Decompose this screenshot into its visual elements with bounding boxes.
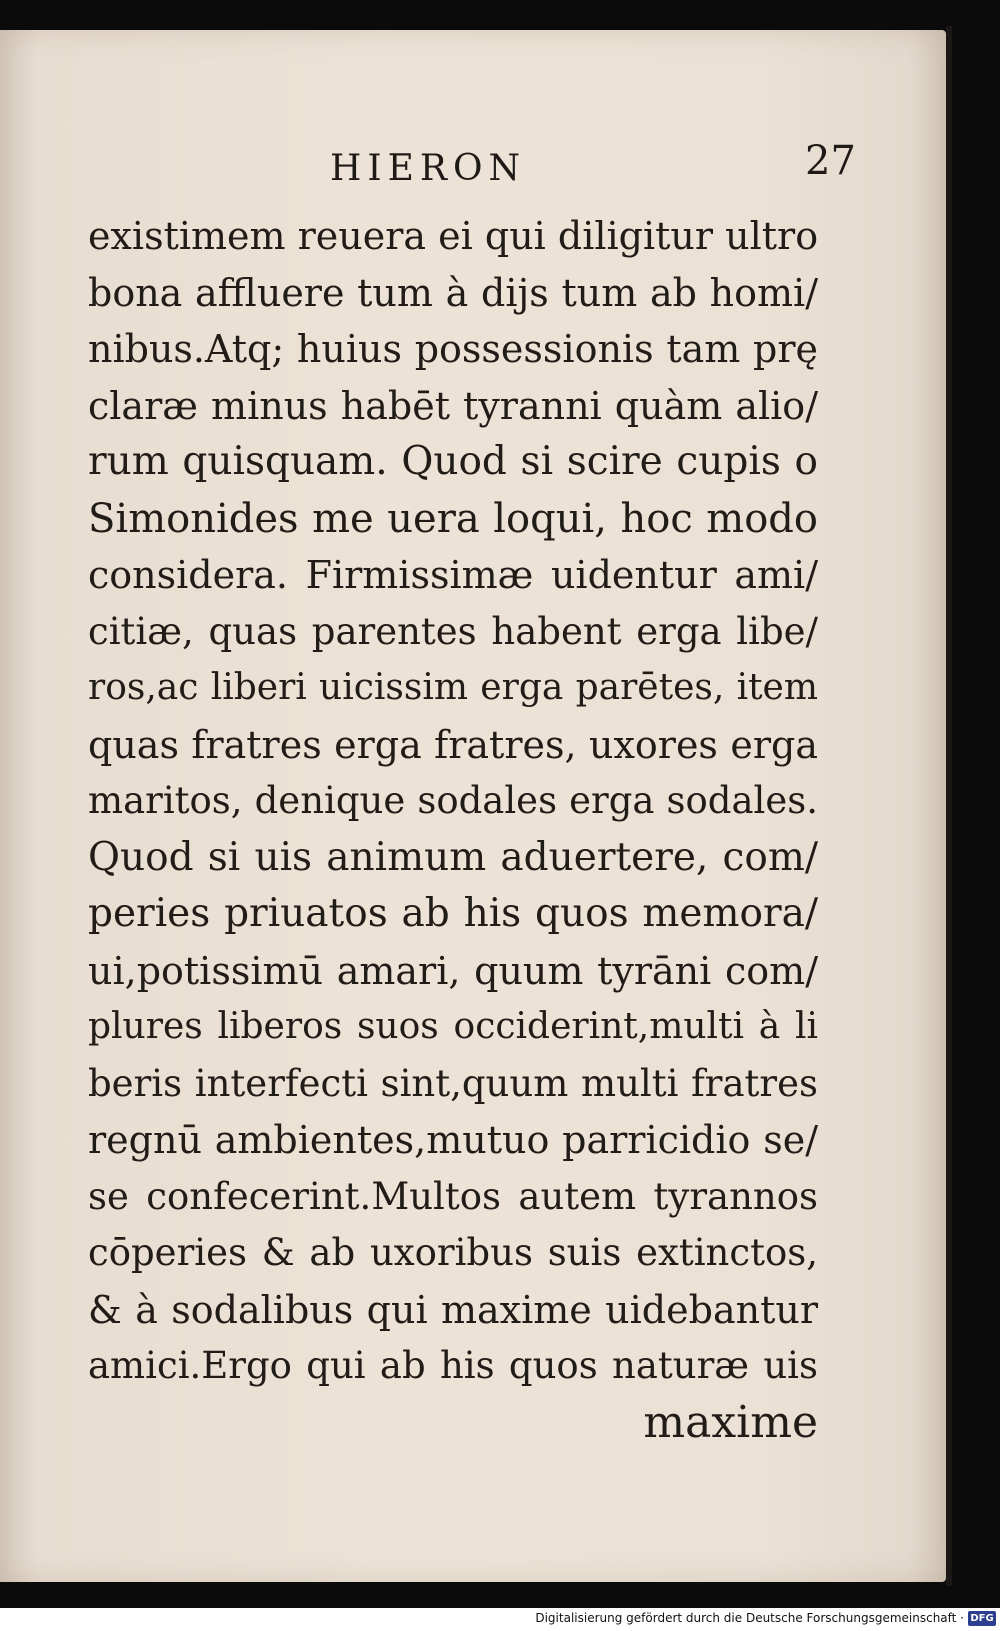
text-line: considera. Firmissimæ uidentur ami/: [88, 553, 818, 597]
running-head: HIERON: [330, 148, 527, 189]
text-line: nibus.Atq; huius possessionis tam prę: [88, 327, 818, 371]
dfg-logo: DFG: [968, 1611, 996, 1626]
text-line: rum quisquam. Quod si scire cupis o: [88, 439, 818, 484]
text-line: plures liberos suos occiderint,multi à li: [88, 1006, 818, 1047]
text-line: quas fratres erga fratres, uxores erga: [88, 722, 818, 767]
text-line: cōperies & ab uxoribus suis extinctos,: [88, 1231, 818, 1274]
text-line: claræ minus habēt tyranni quàm alio/: [88, 383, 818, 428]
text-line: bona affluere tum à dijs tum ab homi/: [88, 270, 818, 315]
text-line: citiæ, quas parentes habent erga libe/: [88, 609, 818, 653]
funding-credit: Digitalisierung gefördert durch die Deutsche Forschungsgemeinschaft ·: [535, 1611, 964, 1625]
text-line: Quod si uis animum aduertere, com/: [88, 834, 818, 880]
body-text: [88, 208, 818, 1451]
text-line: ui,potissimū amari, quum tyrāni com/: [88, 948, 818, 993]
page-number: 27: [805, 138, 856, 184]
text-line: Simonides me uera loqui, hoc modo: [88, 495, 818, 542]
text-line: ros,ac liberi uicissim erga parētes, item: [88, 667, 818, 708]
text-line: peries priuatos ab his quos memora/: [88, 891, 818, 936]
text-line: existimem reuera ei qui diligitur ultro: [88, 214, 819, 258]
text-line: amici.Ergo qui ab his quos naturæ uis: [88, 1344, 818, 1387]
book-page: [0, 30, 946, 1582]
text-line: regnū ambientes,mutuo parricidio se/: [88, 1118, 818, 1162]
text-line: & à sodalibus qui maxime uidebantur: [88, 1287, 818, 1332]
text-line: se confecerint.Multos autem tyrannos: [88, 1174, 818, 1218]
footer-bar: [0, 1608, 1000, 1631]
catchword: maxime: [643, 1396, 818, 1448]
text-line: beris interfecti sint,quum multi fratres: [88, 1061, 818, 1105]
text-line: maritos, denique sodales erga sodales.: [88, 779, 818, 822]
page-edge: [946, 26, 952, 1586]
